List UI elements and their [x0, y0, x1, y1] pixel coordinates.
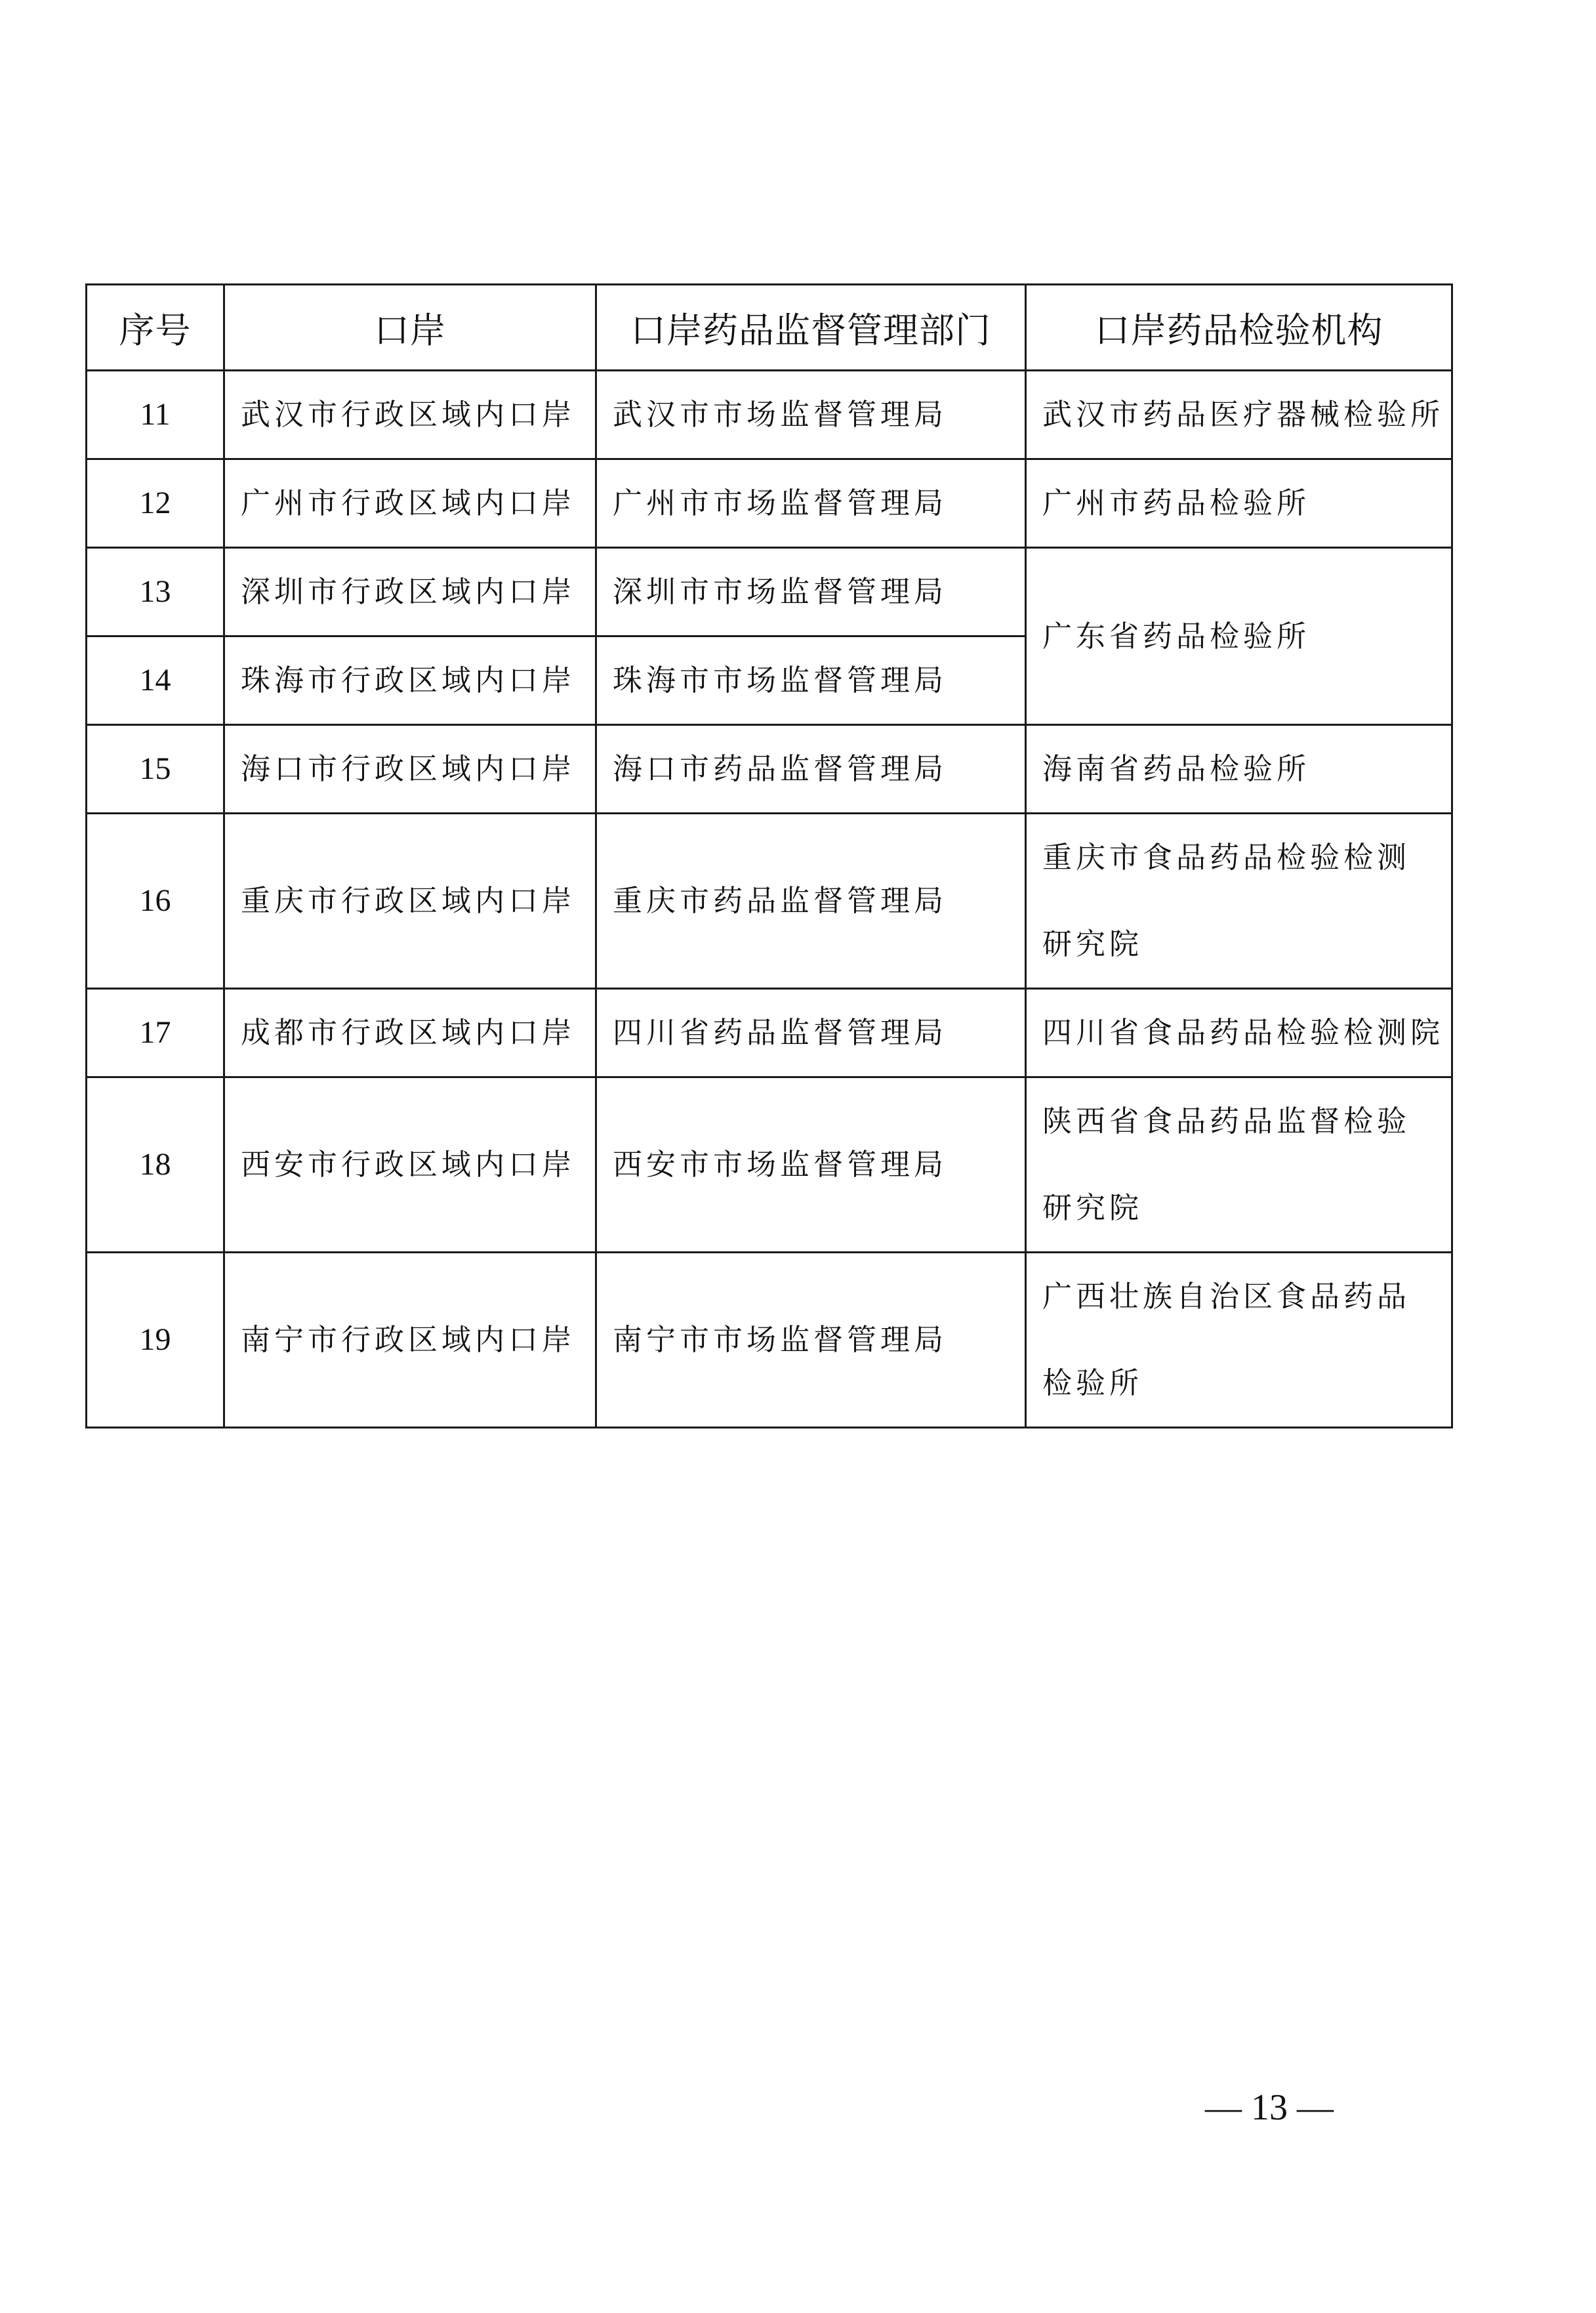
- department-cell: 珠海市市场监督管理局: [596, 636, 1026, 725]
- institute-cell: 广州市药品检验所: [1026, 459, 1452, 548]
- header-serial-number: 序号: [87, 285, 224, 371]
- serial-number-cell: 12: [87, 459, 224, 548]
- table-row: [87, 548, 1452, 636]
- port-cell: 西安市行政区域内口岸: [224, 1077, 596, 1253]
- header-port: 口岸: [224, 285, 596, 371]
- serial-number-cell: 14: [87, 636, 224, 725]
- institute-cell-merged: 广东省药品检验所: [1026, 548, 1452, 725]
- department-cell: 广州市市场监督管理局: [596, 459, 1026, 548]
- serial-number-cell: 11: [87, 371, 224, 459]
- department-cell: 深圳市市场监督管理局: [596, 548, 1026, 636]
- table-header-row: [87, 285, 1452, 371]
- department-cell: 武汉市市场监督管理局: [596, 371, 1026, 459]
- table-row: [87, 1077, 1452, 1253]
- table-row: [87, 459, 1452, 548]
- institute-cell: 陕西省食品药品监督检验研究院: [1026, 1077, 1452, 1253]
- serial-number-cell: 18: [87, 1077, 224, 1253]
- table-row: [87, 1253, 1452, 1428]
- table-row: [87, 725, 1452, 814]
- table-row: [87, 371, 1452, 459]
- port-cell: 广州市行政区域内口岸: [224, 459, 596, 548]
- serial-number-cell: 15: [87, 725, 224, 814]
- page-number: — 13 —: [1205, 2087, 1334, 2128]
- header-supervision-department: 口岸药品监督管理部门: [596, 285, 1026, 371]
- institute-cell: 海南省药品检验所: [1026, 725, 1452, 814]
- table-row: [87, 814, 1452, 989]
- port-cell: 深圳市行政区域内口岸: [224, 548, 596, 636]
- serial-number-cell: 16: [87, 814, 224, 989]
- port-cell: 南宁市行政区域内口岸: [224, 1253, 596, 1428]
- port-cell: 武汉市行政区域内口岸: [224, 371, 596, 459]
- serial-number-cell: 19: [87, 1253, 224, 1428]
- serial-number-cell: 13: [87, 548, 224, 636]
- department-cell: 海口市药品监督管理局: [596, 725, 1026, 814]
- institute-cell: 广西壮族自治区食品药品检验所: [1026, 1253, 1452, 1428]
- serial-number-cell: 17: [87, 989, 224, 1077]
- port-cell: 重庆市行政区域内口岸: [224, 814, 596, 989]
- department-cell: 西安市市场监督管理局: [596, 1077, 1026, 1253]
- department-cell: 南宁市市场监督管理局: [596, 1253, 1026, 1428]
- port-cell: 成都市行政区域内口岸: [224, 989, 596, 1077]
- port-cell: 珠海市行政区域内口岸: [224, 636, 596, 725]
- institute-cell: 四川省食品药品检验检测院: [1026, 989, 1452, 1077]
- institute-cell: 重庆市食品药品检验检测研究院: [1026, 814, 1452, 989]
- department-cell: 重庆市药品监督管理局: [596, 814, 1026, 989]
- port-inspection-table: [85, 283, 1453, 1428]
- header-inspection-institute: 口岸药品检验机构: [1026, 285, 1452, 371]
- port-cell: 海口市行政区域内口岸: [224, 725, 596, 814]
- table-row: [87, 989, 1452, 1077]
- department-cell: 四川省药品监督管理局: [596, 989, 1026, 1077]
- institute-cell: 武汉市药品医疗器械检验所: [1026, 371, 1452, 459]
